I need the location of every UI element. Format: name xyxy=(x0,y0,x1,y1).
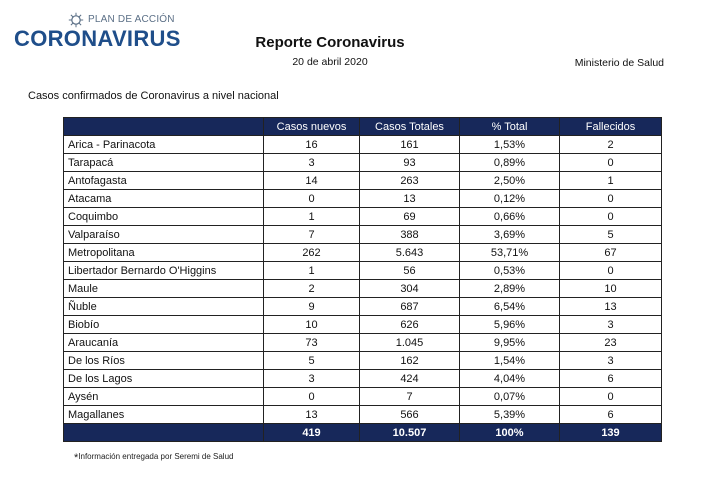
ministry-label: Ministerio de Salud xyxy=(574,57,664,69)
deaths-cell: 5 xyxy=(560,226,662,244)
percent-cell: 1,53% xyxy=(460,136,560,154)
table-header-row xyxy=(64,118,662,136)
table-row xyxy=(64,298,662,316)
column-header-region xyxy=(64,118,264,136)
deaths-cell: 10 xyxy=(560,280,662,298)
total-cases-cell: 161 xyxy=(360,136,460,154)
region-cell: De los Lagos xyxy=(64,370,264,388)
total-cases-cell: 7 xyxy=(360,388,460,406)
table-row xyxy=(64,244,662,262)
deaths-cell: 2 xyxy=(560,136,662,154)
region-cell: Magallanes xyxy=(64,406,264,424)
percent-cell: 6,54% xyxy=(460,298,560,316)
deaths-cell: 67 xyxy=(560,244,662,262)
table-row xyxy=(64,190,662,208)
table-row xyxy=(64,334,662,352)
footnote xyxy=(74,452,233,464)
table-row xyxy=(64,172,662,190)
totals-total-cases: 10.507 xyxy=(360,424,460,442)
table-row xyxy=(64,262,662,280)
total-cases-cell: 1.045 xyxy=(360,334,460,352)
deaths-cell: 13 xyxy=(560,298,662,316)
deaths-cell: 1 xyxy=(560,172,662,190)
report-date: 20 de abril 2020 xyxy=(292,56,368,68)
totals-percent: 100% xyxy=(460,424,560,442)
percent-cell: 1,54% xyxy=(460,352,560,370)
table-row xyxy=(64,352,662,370)
deaths-cell: 3 xyxy=(560,316,662,334)
percent-cell: 9,95% xyxy=(460,334,560,352)
percent-cell: 2,50% xyxy=(460,172,560,190)
region-cell: Antofagasta xyxy=(64,172,264,190)
total-cases-cell: 424 xyxy=(360,370,460,388)
new-cases-cell: 1 xyxy=(264,208,360,226)
total-cases-cell: 263 xyxy=(360,172,460,190)
region-cell: Metropolitana xyxy=(64,244,264,262)
percent-cell: 0,66% xyxy=(460,208,560,226)
new-cases-cell: 262 xyxy=(264,244,360,262)
percent-cell: 5,39% xyxy=(460,406,560,424)
total-cases-cell: 626 xyxy=(360,316,460,334)
deaths-cell: 6 xyxy=(560,406,662,424)
footnote-mark: * xyxy=(74,452,79,464)
deaths-cell: 0 xyxy=(560,262,662,280)
report-title: Reporte Coronavirus xyxy=(255,34,405,51)
column-header-deaths: Fallecidos xyxy=(560,118,662,136)
new-cases-cell: 16 xyxy=(264,136,360,154)
total-cases-cell: 56 xyxy=(360,262,460,280)
new-cases-cell: 5 xyxy=(264,352,360,370)
region-cell: Tarapacá xyxy=(64,154,264,172)
table-row xyxy=(64,226,662,244)
percent-cell: 5,96% xyxy=(460,316,560,334)
region-cell: Libertador Bernardo O'Higgins xyxy=(64,262,264,280)
deaths-cell: 3 xyxy=(560,352,662,370)
region-cell: Aysén xyxy=(64,388,264,406)
total-cases-cell: 93 xyxy=(360,154,460,172)
totals-new-cases: 419 xyxy=(264,424,360,442)
total-cases-cell: 304 xyxy=(360,280,460,298)
percent-cell: 0,12% xyxy=(460,190,560,208)
table-row xyxy=(64,208,662,226)
region-cell: Ñuble xyxy=(64,298,264,316)
totals-row xyxy=(64,424,662,442)
new-cases-cell: 13 xyxy=(264,406,360,424)
region-cell: Maule xyxy=(64,280,264,298)
footnote-text: Información entregada por Seremi de Salud xyxy=(78,452,234,461)
deaths-cell: 6 xyxy=(560,370,662,388)
logo-name: CORONAVIRUS xyxy=(14,26,181,51)
region-cell: Atacama xyxy=(64,190,264,208)
total-cases-cell: 13 xyxy=(360,190,460,208)
new-cases-cell: 3 xyxy=(264,370,360,388)
region-cell: Araucanía xyxy=(64,334,264,352)
region-cell: De los Ríos xyxy=(64,352,264,370)
new-cases-cell: 9 xyxy=(264,298,360,316)
deaths-cell: 0 xyxy=(560,190,662,208)
deaths-cell: 0 xyxy=(560,388,662,406)
region-cell: Valparaíso xyxy=(64,226,264,244)
logo-tagline: PLAN DE ACCIÓN xyxy=(88,14,175,25)
total-cases-cell: 5.643 xyxy=(360,244,460,262)
total-cases-cell: 388 xyxy=(360,226,460,244)
new-cases-cell: 0 xyxy=(264,190,360,208)
new-cases-cell: 73 xyxy=(264,334,360,352)
region-cell: Biobío xyxy=(64,316,264,334)
total-cases-cell: 566 xyxy=(360,406,460,424)
cases-table xyxy=(63,117,662,442)
table-body xyxy=(64,136,662,424)
new-cases-cell: 1 xyxy=(264,262,360,280)
column-header-total-cases: Casos Totales xyxy=(360,118,460,136)
percent-cell: 2,89% xyxy=(460,280,560,298)
column-header-percent-total: % Total xyxy=(460,118,560,136)
percent-cell: 53,71% xyxy=(460,244,560,262)
percent-cell: 0,89% xyxy=(460,154,560,172)
total-cases-cell: 687 xyxy=(360,298,460,316)
totals-label-cell xyxy=(64,424,264,442)
deaths-cell: 0 xyxy=(560,154,662,172)
percent-cell: 0,53% xyxy=(460,262,560,280)
totals-deaths: 139 xyxy=(560,424,662,442)
table-row xyxy=(64,136,662,154)
percent-cell: 3,69% xyxy=(460,226,560,244)
total-cases-cell: 162 xyxy=(360,352,460,370)
table-row xyxy=(64,280,662,298)
report-subtitle: Casos confirmados de Coronavirus a nivel nacional xyxy=(28,90,279,102)
table-row xyxy=(64,154,662,172)
column-header-new-cases: Casos nuevos xyxy=(264,118,360,136)
region-cell: Arica - Parinacota xyxy=(64,136,264,154)
new-cases-cell: 10 xyxy=(264,316,360,334)
table-row xyxy=(64,370,662,388)
region-cell: Coquimbo xyxy=(64,208,264,226)
new-cases-cell: 0 xyxy=(264,388,360,406)
new-cases-cell: 2 xyxy=(264,280,360,298)
percent-cell: 0,07% xyxy=(460,388,560,406)
new-cases-cell: 3 xyxy=(264,154,360,172)
table-row xyxy=(64,388,662,406)
table-row xyxy=(64,316,662,334)
deaths-cell: 23 xyxy=(560,334,662,352)
deaths-cell: 0 xyxy=(560,208,662,226)
new-cases-cell: 14 xyxy=(264,172,360,190)
new-cases-cell: 7 xyxy=(264,226,360,244)
percent-cell: 4,04% xyxy=(460,370,560,388)
total-cases-cell: 69 xyxy=(360,208,460,226)
table-row xyxy=(64,406,662,424)
